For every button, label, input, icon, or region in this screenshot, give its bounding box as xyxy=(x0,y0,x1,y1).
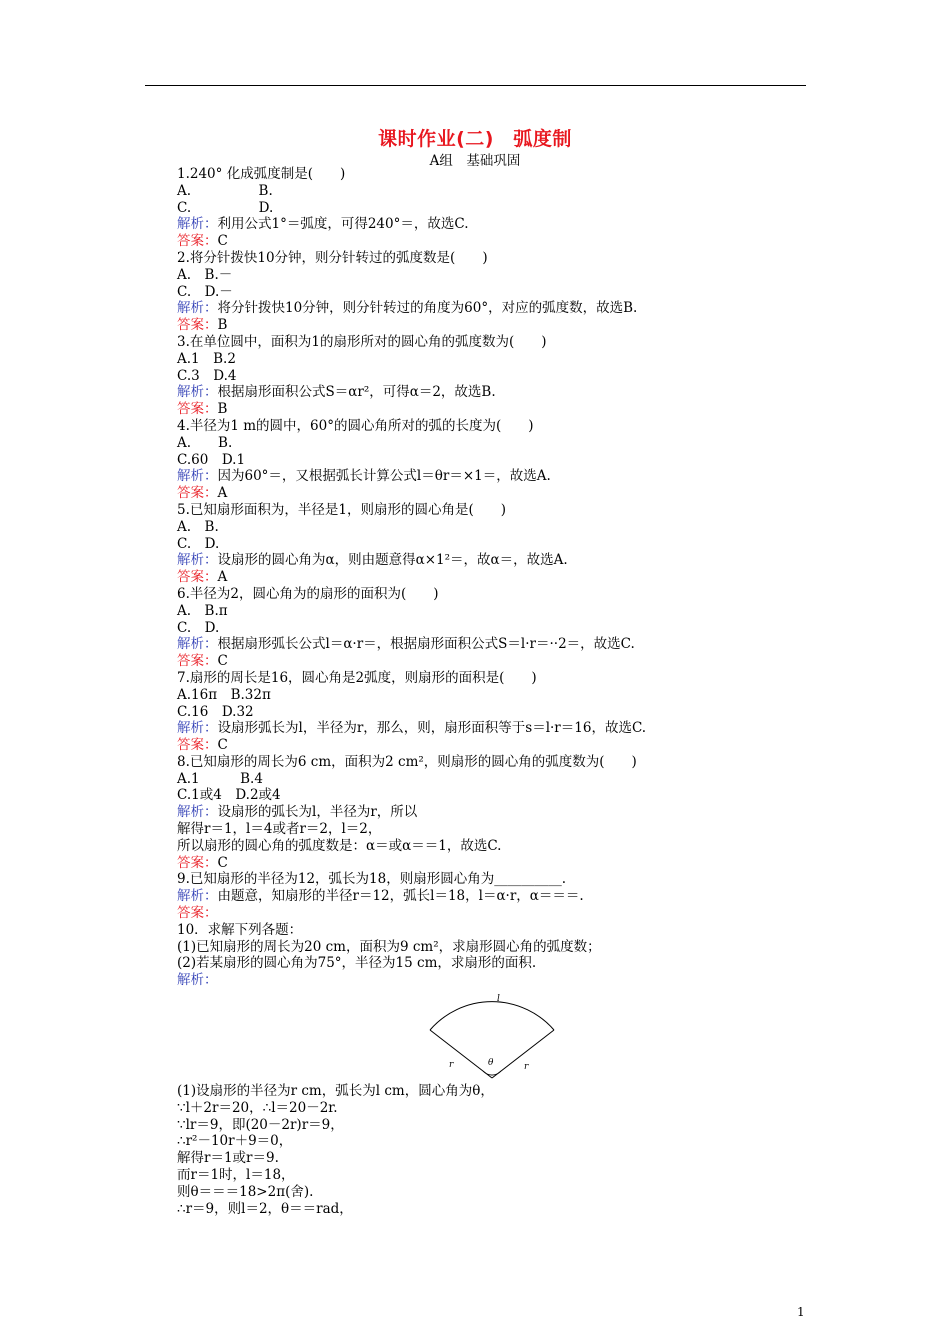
line-text: 4.半径为1 m的圆中，60°的圆心角所对的弧的长度为( ) xyxy=(177,417,534,434)
text-line xyxy=(177,418,817,435)
text-line xyxy=(177,569,817,586)
line-text: C. D. xyxy=(177,619,220,636)
section-subtitle: A组 基础巩固 xyxy=(429,153,521,169)
line-text: 6.半径为2，圆心角为的扇形的面积为( ) xyxy=(177,585,439,602)
text-line xyxy=(177,200,817,217)
text-line xyxy=(177,905,817,922)
text-line xyxy=(177,536,817,553)
solution-line: ∵lr＝9，即(20－2r)r＝9， xyxy=(177,1116,344,1133)
line-text: 9.已知扇形的半径为12，弧长为18，则扇形圆心角为__________. xyxy=(177,871,567,888)
line-text: 利用公式1°＝弧度，可得240°＝，故选C. xyxy=(217,216,469,233)
analysis-label: 解析： xyxy=(177,636,218,653)
line-text: B xyxy=(217,401,228,418)
text-line xyxy=(177,636,817,653)
answer-label: 答案： xyxy=(177,854,218,871)
line-text: C. D.－ xyxy=(177,283,233,300)
text-line xyxy=(177,737,817,754)
text-line xyxy=(177,922,817,939)
line-text: A. B. xyxy=(177,518,219,535)
text-line xyxy=(177,401,817,418)
text-line xyxy=(177,838,817,855)
text-line xyxy=(177,216,817,233)
line-text: A.16π B.32π xyxy=(177,686,271,703)
line-text: A. B.π xyxy=(177,602,228,619)
text-line xyxy=(177,821,817,838)
sector-figure xyxy=(426,990,558,1082)
line-text: 3.在单位圆中，面积为1的扇形所对的圆心角的弧度数为( ) xyxy=(177,333,547,350)
text-line xyxy=(177,452,817,469)
solution-line: ∵l＋2r＝20，∴l＝20－2r. xyxy=(177,1099,338,1116)
text-line xyxy=(177,284,817,301)
text-line xyxy=(177,720,817,737)
text-line xyxy=(177,939,817,956)
line-text: (1)已知扇形的周长为20 cm，面积为9 cm²，求扇形圆心角的弧度数； xyxy=(177,938,601,955)
answer-label: 答案： xyxy=(177,653,218,670)
text-line xyxy=(177,620,817,637)
line-text: A xyxy=(217,485,228,502)
text-line xyxy=(177,250,817,267)
text-line xyxy=(177,687,817,704)
solution-part-1 xyxy=(177,1083,817,1217)
line-text: C.60 D.1 xyxy=(177,451,246,468)
line-text: 解得r＝1，l＝4或者r＝2，l＝2， xyxy=(177,821,382,838)
line-text: C. D. xyxy=(177,199,274,216)
solution-line: ∴r²－10r＋9＝0， xyxy=(177,1133,293,1150)
text-line xyxy=(177,368,817,385)
line-text: 由题意，知扇形的半径r＝12，弧长l＝18，l＝α·r，α＝＝＝. xyxy=(217,888,584,905)
analysis-label: 解析： xyxy=(177,552,218,569)
right-radius-label: r xyxy=(524,1062,529,1072)
line-text: 所以扇形的圆心角的弧度数是：α＝或α＝＝1，故选C. xyxy=(177,837,502,854)
angle-label: θ xyxy=(488,1058,494,1068)
text-line xyxy=(177,787,817,804)
line-text: C. D. xyxy=(177,535,220,552)
line-text: 将分针拨快10分钟，则分针转过的角度为60°，对应的弧度数，故选B. xyxy=(217,300,638,317)
arc-label: l xyxy=(497,994,500,1004)
text-line xyxy=(177,754,817,771)
analysis-label: 解析： xyxy=(177,300,218,317)
page-title: 课时作业(二) 弧度制 xyxy=(378,128,572,150)
text-line xyxy=(177,855,817,872)
text-line xyxy=(177,804,817,821)
text-line xyxy=(177,871,817,888)
line-text: 根据扇形面积公式S＝αr²，可得α＝2，故选B. xyxy=(217,384,496,401)
text-line xyxy=(177,300,817,317)
line-text: C.3 D.4 xyxy=(177,367,237,384)
answer-label: 答案： xyxy=(177,905,218,922)
text-line xyxy=(177,653,817,670)
text-line xyxy=(177,267,817,284)
line-text: A. B. xyxy=(177,434,233,451)
solution-line: ∴r＝9，则l＝2，θ＝＝rad， xyxy=(177,1200,353,1217)
text-line xyxy=(177,704,817,721)
solution-line: (1)设扇形的半径为r cm，弧长为l cm，圆心角为θ， xyxy=(177,1083,494,1099)
line-text: 2.将分针拨快10分钟，则分针转过的弧度数是( ) xyxy=(177,249,488,266)
line-text: C xyxy=(217,233,228,250)
text-line xyxy=(177,888,817,905)
analysis-label: 解析： xyxy=(177,888,218,905)
line-text: A. B. xyxy=(177,182,273,199)
answer-label: 答案： xyxy=(177,317,218,334)
line-text: 1.240° 化成弧度制是( ) xyxy=(177,166,346,182)
line-text: 设扇形的弧长为l，半径为r，所以 xyxy=(217,804,418,821)
line-text: 设扇形弧长为l，半径为r，那么，则，扇形面积等于s＝l·r＝16，故选C. xyxy=(217,720,647,737)
analysis-label: 解析： xyxy=(177,468,218,485)
text-line xyxy=(177,435,817,452)
line-text: A xyxy=(217,569,228,586)
problem-list xyxy=(177,166,817,989)
page-number: 1 xyxy=(797,1305,805,1319)
solution-line: 而r＝1时，l＝18， xyxy=(177,1166,295,1183)
line-text: A.1 B.2 xyxy=(177,350,236,367)
text-line xyxy=(177,670,817,687)
line-text: 7.扇形的周长是16，圆心角是2弧度，则扇形的面积是( ) xyxy=(177,669,537,686)
line-text: C.16 D.32 xyxy=(177,703,254,720)
answer-label: 答案： xyxy=(177,485,218,502)
text-line xyxy=(177,552,817,569)
text-line xyxy=(177,334,817,351)
answer-label: 答案： xyxy=(177,737,218,754)
line-text: A.1 B.4 xyxy=(177,770,263,787)
text-line xyxy=(177,955,817,972)
text-line xyxy=(177,351,817,368)
text-line xyxy=(177,502,817,519)
header-rule xyxy=(145,85,806,86)
answer-label: 答案： xyxy=(177,401,218,418)
solution-line: 则θ＝＝＝18>2π(舍). xyxy=(177,1183,314,1200)
text-line xyxy=(177,519,817,536)
line-text: 根据扇形弧长公式l＝α·r＝，根据扇形面积公式S＝l·r＝··2＝，故选C. xyxy=(217,636,635,653)
text-line xyxy=(177,603,817,620)
text-line xyxy=(177,485,817,502)
line-text: C.1或4 D.2或4 xyxy=(177,787,281,804)
line-text: B xyxy=(217,317,228,334)
text-line xyxy=(177,384,817,401)
answer-label: 答案： xyxy=(177,569,218,586)
solution-line: 解得r＝1或r＝9. xyxy=(177,1150,279,1167)
line-text: 设扇形的圆心角为α，则由题意得α×1²＝，故α＝，故选A. xyxy=(217,552,568,569)
text-line xyxy=(177,317,817,334)
line-text: 因为60°＝，又根据弧长计算公式l＝θr＝×1＝，故选A. xyxy=(217,468,551,485)
line-text: C xyxy=(217,653,228,670)
text-line xyxy=(177,586,817,603)
analysis-label: 解析： xyxy=(177,804,218,821)
line-text: 8.已知扇形的周长为6 cm，面积为2 cm²，则扇形的圆心角的弧度数为( ) xyxy=(177,753,637,770)
line-text: 5.已知扇形面积为，半径是1，则扇形的圆心角是( ) xyxy=(177,501,507,518)
analysis-label: 解析： xyxy=(177,720,218,737)
left-radius-label: r xyxy=(449,1060,454,1070)
text-line xyxy=(177,972,817,989)
line-text: C xyxy=(217,737,228,754)
text-line xyxy=(177,233,817,250)
text-line xyxy=(177,166,817,183)
line-text: 10．求解下列各题： xyxy=(177,921,303,938)
analysis-label: 解析： xyxy=(177,384,218,401)
analysis-label: 解析： xyxy=(177,972,218,989)
text-line xyxy=(177,183,817,200)
line-text: (2)若某扇形的圆心角为75°，半径为15 cm，求扇形的面积. xyxy=(177,955,537,972)
analysis-label: 解析： xyxy=(177,216,218,233)
line-text: A. B.－ xyxy=(177,266,233,283)
answer-label: 答案： xyxy=(177,233,218,250)
text-line xyxy=(177,771,817,788)
line-text: C xyxy=(217,854,228,871)
text-line xyxy=(177,468,817,485)
